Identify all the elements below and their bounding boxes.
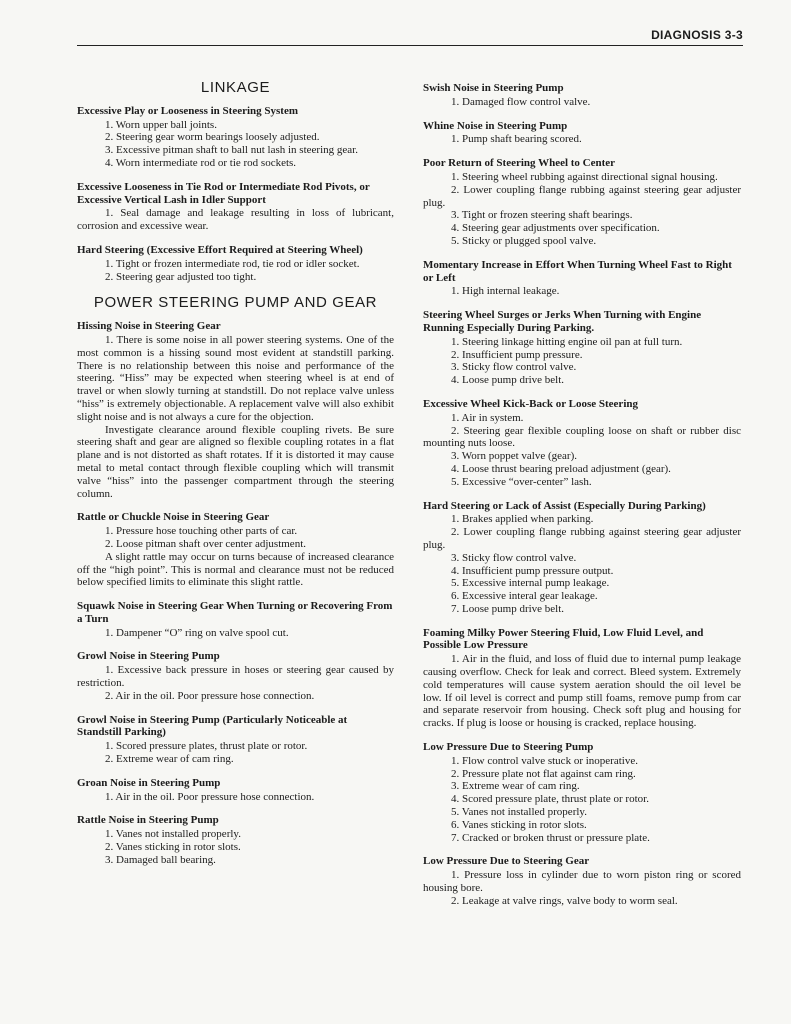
list-item: 4. Steering gear adjustments over specification.	[451, 222, 660, 235]
list-item: 2. Vanes sticking in rotor slots.	[105, 841, 241, 854]
hissing-paragraph-2: Investigate clearance around flexible coupling rivets. Be sure steering shaft and gear are aligned so flexible coupling rotates in a flat plane and is not distorted as shaft rotates. If it is distorted it may cause metal to metal contact through flexible coupling which will transmit valve “hiss” into the passenger compartment through the steering column.	[77, 423, 394, 500]
list-item: 1. Air in the oil. Poor pressure hose connection.	[105, 790, 315, 803]
list-item: 2. Insufficient pump pressure.	[451, 348, 583, 361]
list-item: 2. Steering gear adjusted too tight.	[105, 270, 257, 283]
section-title: Momentary Increase in Effort When Turning Wheel Fast to Right or Left	[423, 258, 732, 284]
list-item: 1. Excessive back pressure in hoses or steering gear caused by restriction.	[77, 664, 394, 690]
section-title: Poor Return of Steering Wheel to Center	[423, 157, 616, 170]
linkage-sections	[77, 105, 394, 284]
section-title: Hard Steering (Excessive Effort Required at Steering Wheel)	[77, 243, 363, 256]
list-item: 7. Loose pump drive belt.	[451, 602, 565, 615]
list-item: 4. Loose thrust bearing preload adjustment (gear).	[451, 462, 671, 475]
section-title: Steering Wheel Surges or Jerks When Turning with Engine Running Especially During Parking.	[423, 309, 702, 334]
list-item: 3. Excessive pitman shaft to ball nut lash in steering gear.	[105, 144, 358, 157]
header-rule	[77, 45, 743, 46]
section-title: Excessive Play or Looseness in Steering System	[77, 104, 299, 117]
list-item: 4. Insufficient pump pressure output.	[451, 564, 614, 577]
list-item: 1. Brakes applied when parking.	[451, 513, 594, 526]
section-title: Swish Noise in Steering Pump	[423, 82, 564, 94]
rattle-note: A slight rattle may occur on turns because of increased clearance off the “high point”. This is normal and clearance must not be reduced below specified limits to eliminate this slight rattle.	[77, 550, 394, 589]
linkage-heading: LINKAGE	[200, 79, 271, 96]
list-item: 5. Sticky or plugged spool valve.	[451, 234, 597, 247]
section-title: Excessive Wheel Kick-Back or Loose Steering	[423, 397, 638, 410]
section	[423, 500, 741, 616]
hissing-paragraph-1: 1. There is some noise in all power steering systems. One of the most common is a hissing sound most evident at standstill parking. There is no relationship between this noise and performance of the steering. “Hiss” may be expected when steering wheel is at end of travel or when slowly turning at standstill. Do not replace valve unless “hiss” is extremely objectionable. A replacement valve will also exhibit slight noise and is not always a cure for the objection.	[77, 333, 394, 423]
list-item: 1. Flow control valve stuck or inoperative.	[451, 754, 638, 767]
hissing-section	[77, 320, 394, 500]
foaming-section	[423, 627, 741, 730]
right-sections-a	[423, 82, 741, 616]
list-item: 5. Excessive internal pump leakage.	[451, 577, 610, 590]
list-item: 1. Vanes not installed properly.	[105, 828, 241, 841]
list-item: 3. Tight or frozen steering shaft bearings.	[451, 209, 633, 222]
list-item: 6. Vanes sticking in rotor slots.	[451, 818, 587, 831]
list-item: 7. Cracked or broken thrust or pressure plate.	[451, 831, 650, 844]
section-title: Whine Noise in Steering Pump	[423, 119, 568, 132]
list-item: 1. Pump shaft bearing scored.	[451, 133, 582, 146]
pump-heading: POWER STEERING PUMP AND GEAR	[93, 294, 378, 312]
right-sections-b	[423, 741, 741, 908]
list-item: 2. Steering gear worm bearings loosely adjusted.	[105, 131, 320, 144]
list-item: 3. Extreme wear of cam ring.	[451, 780, 580, 793]
list-item: 4. Worn intermediate rod or tie rod sockets.	[105, 156, 297, 169]
list-item: 1. Pressure loss in cylinder due to worn piston ring or scored housing bore.	[423, 869, 741, 895]
section-title: Excessive Looseness in Tie Rod or Intermediate Rod Pivots, or Excessive Vertical Lash in Idler Support	[77, 180, 370, 206]
section	[423, 398, 741, 489]
section-title: Hard Steering or Lack of Assist (Especially During Parking)	[423, 499, 706, 512]
list-item: 2. Lower coupling flange rubbing against steering gear adjuster plug.	[423, 183, 741, 209]
section	[423, 855, 741, 907]
list-item: 3. Worn poppet valve (gear).	[451, 450, 577, 463]
section-title: Foaming Milky Power Steering Fluid, Low Fluid Level, and Possible Low Pressure	[423, 626, 704, 652]
list-item: 1. Damaged flow control valve.	[451, 95, 591, 108]
list-item: 1. Steering linkage hitting engine oil pan at full turn.	[451, 335, 683, 348]
list-item: 4. Loose pump drive belt.	[451, 374, 565, 387]
list-item: 1. Tight or frozen intermediate rod, tie rod or idler socket.	[105, 257, 360, 270]
foaming-paragraph: 1. Air in the fluid, and loss of fluid due to internal pump leakage causing overflow. Check for leak and correct. Bleed system. Extremely cold temperatures will cause system aeration should the oil level be low. If oil level is correct and pump still foams, remove pump from car and separate reservoir from housing. Check soft plug and housing for cracks. If plug is loose or housing is cracked, replace housing.	[423, 653, 741, 730]
section	[423, 741, 741, 844]
list-item: 1. High internal leakage.	[451, 285, 560, 298]
list-item: 5. Excessive “over-center” lash.	[451, 475, 592, 488]
section	[423, 309, 741, 387]
section-title: Groan Noise in Steering Pump	[77, 776, 221, 789]
list-item: 3. Damaged ball bearing.	[105, 853, 216, 866]
section-title: Growl Noise in Steering Pump	[77, 650, 220, 663]
section-title: Rattle Noise in Steering Pump	[77, 814, 219, 827]
right-column	[423, 82, 741, 919]
list-item: 2. Loose pitman shaft over center adjustment.	[105, 537, 306, 550]
section	[77, 650, 394, 702]
list-item: 2. Pressure plate not flat against cam ring.	[451, 767, 636, 780]
section-title: Hissing Noise in Steering Gear	[77, 320, 221, 333]
list-item: 2. Leakage at valve rings, valve body to worm seal.	[451, 894, 678, 907]
section-title: Rattle or Chuckle Noise in Steering Gear	[77, 511, 270, 524]
list-item: 1. Seal damage and leakage resulting in loss of lubricant, corrosion and excessive wear.	[77, 207, 394, 233]
section	[77, 600, 394, 639]
section	[423, 82, 741, 109]
list-item: 4. Scored pressure plate, thrust plate or rotor.	[451, 793, 649, 806]
list-item: 6. Excessive interal gear leakage.	[451, 590, 598, 603]
rattle-gear-section	[77, 511, 394, 589]
section-title: Low Pressure Due to Steering Gear	[423, 855, 590, 868]
list-item: 1. Air in system.	[451, 411, 524, 424]
section-title: Growl Noise in Steering Pump (Particularly Noticeable at Standstill Parking)	[77, 713, 348, 739]
list-item: 2. Steering gear flexible coupling loose on shaft or rubber disc mounting nuts loose.	[423, 424, 741, 450]
list-item: 3. Sticky flow control valve.	[451, 551, 577, 564]
section	[423, 120, 741, 147]
section	[77, 105, 394, 170]
section-title: Low Pressure Due to Steering Pump	[423, 741, 594, 754]
list-item: 3. Sticky flow control valve.	[451, 361, 577, 374]
section	[77, 777, 394, 804]
list-item: 2. Air in the oil. Poor pressure hose connection.	[105, 689, 315, 702]
section	[423, 157, 741, 248]
list-item: 1. Scored pressure plates, thrust plate or rotor.	[105, 740, 308, 753]
lower-sections	[77, 600, 394, 867]
list-item: 1. Worn upper ball joints.	[105, 118, 217, 131]
left-column	[77, 79, 394, 878]
list-item: 5. Vanes not installed properly.	[451, 806, 587, 819]
list-item: 2. Extreme wear of cam ring.	[105, 753, 234, 766]
section-title: Squawk Noise in Steering Gear When Turning or Recovering From a Turn	[77, 600, 393, 625]
section	[423, 259, 741, 298]
list-item: 1. Pressure hose touching other parts of car.	[105, 525, 298, 538]
section	[77, 181, 394, 233]
list-item: 2. Lower coupling flange rubbing against steering gear adjuster plug.	[423, 526, 741, 551]
section	[77, 244, 394, 283]
section	[77, 714, 394, 766]
list-item: 1. Dampener “O” ring on valve spool cut.	[105, 626, 289, 639]
list-item: 1. Steering wheel rubbing against directional signal housing.	[451, 170, 718, 183]
section	[77, 814, 394, 866]
page-header: DIAGNOSIS 3-3	[651, 28, 743, 42]
